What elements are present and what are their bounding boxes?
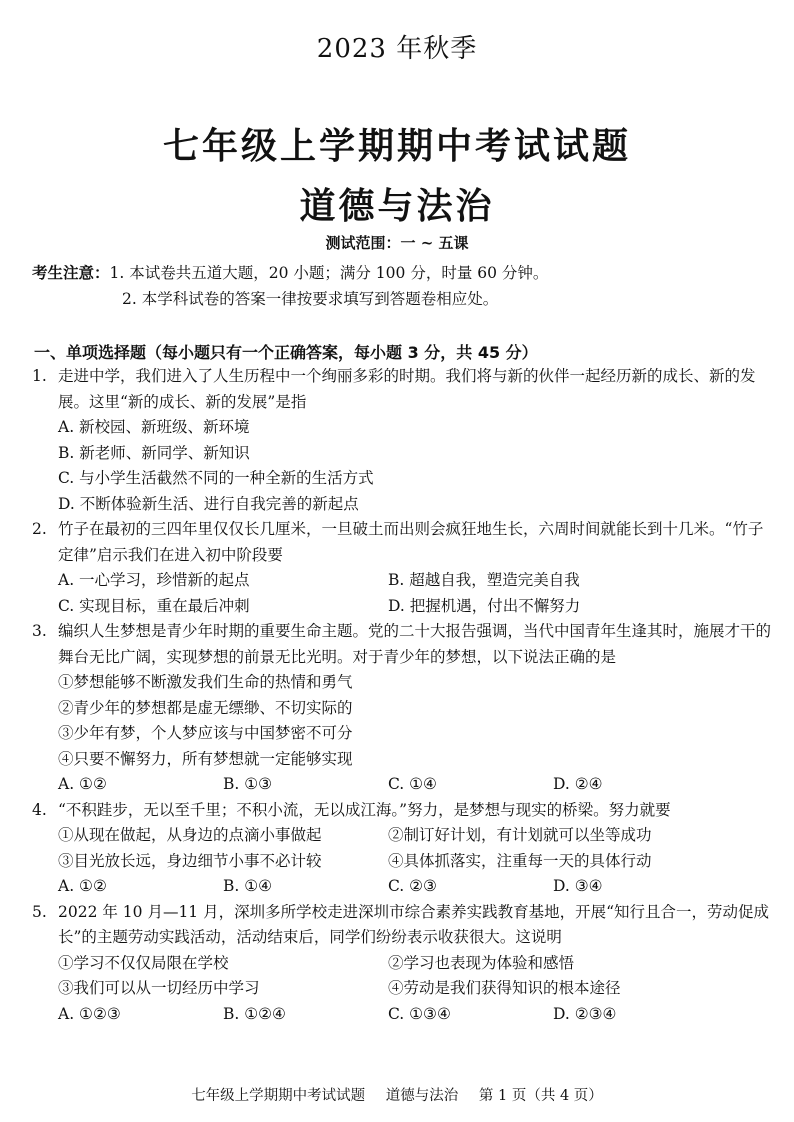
question-list	[32, 364, 772, 1027]
statement-3: ③目光放长远，身边细节小事不必计较	[58, 851, 322, 870]
option-d: D. ②③④	[553, 1004, 617, 1023]
statement-4: ④劳动是我们获得知识的根本途径	[388, 979, 621, 997]
option-d: D. 不断体验新生活、进行自我完善的新起点	[58, 494, 359, 513]
footer-page-number: 第 1 页（共 4 页）	[478, 1088, 603, 1104]
statements-grid	[32, 823, 772, 874]
subject-title: 道德与法治	[299, 185, 495, 227]
candidate-notice	[32, 260, 772, 312]
question-stem: 2022 年 10 月—11 月，深圳多所学校走进深圳市综合素养实践教育基地，开展“知行且合一，劳动促成长”的主题劳动实践活动，活动结束后，同学们纷纷表示收获很大。这说明	[58, 902, 770, 946]
question-stem: 编织人生梦想是青少年时期的重要生命主题。党的二十大报告强调，当代中国青年生逢其时，施展才干的舞台无比广阔，实现梦想的前景无比光明。对于青少年的梦想，以下说法正确的是	[58, 622, 772, 666]
option-c: C. 与小学生活截然不同的一种全新的生活方式	[58, 469, 374, 487]
option-b: B. ①②④	[223, 1004, 286, 1023]
question-1	[32, 364, 772, 517]
option-b: B. 新老师、新同学、新知识	[58, 443, 250, 462]
page-footer	[0, 1084, 794, 1105]
statement-4: ④具体抓落实，注重每一天的具体行动	[388, 851, 652, 870]
option-b: B. ①④	[223, 877, 273, 895]
option-d: D. ②④	[553, 775, 603, 793]
question-stem: 走进中学，我们进入了人生历程中一个绚丽多彩的时期。我们将与新的伙伴一起经历新的成长、新的发展。这里“新的成长、新的发展”是指	[58, 367, 756, 411]
option-c: C. ①④	[388, 775, 437, 793]
year-term: 2023 年秋季	[316, 34, 478, 64]
question-stem: 竹子在最初的三四年里仅仅长几厘米，一旦破土而出则会疯狂地生长，六周时间就能长到十几米。“竹子定律”启示我们在进入初中阶段要	[58, 520, 764, 564]
question-2	[32, 517, 772, 619]
statement-2: ②制订好计划，有计划就可以坐等成功	[388, 826, 652, 844]
question-number: 1.	[32, 367, 47, 385]
options-grid	[32, 874, 772, 900]
statement-1: ①学习不仅仅局限在学校	[58, 953, 229, 972]
statement-3: ③少年有梦，个人梦应该与中国梦密不可分	[58, 724, 353, 742]
option-a: A. 一心学习，珍惜新的起点	[58, 571, 250, 589]
option-a: A. 新校园、新班级、新环境	[58, 418, 250, 436]
statement-1: ①从现在做起，从身边的点滴小事做起	[58, 826, 322, 844]
question-stem: “不积跬步，无以至千里；不积小流，无以成江海。”努力，是梦想与现实的桥梁。努力就要	[58, 800, 671, 819]
footer-exam-title: 七年级上学期期中考试试题	[191, 1088, 366, 1104]
statement-2: ②青少年的梦想都是虚无缥缈、不切实际的	[58, 698, 353, 717]
notice-label: 考生注意：	[32, 264, 110, 282]
footer-subject: 道德与法治	[385, 1088, 459, 1104]
option-b: B. 超越自我，塑造完美自我	[388, 571, 580, 589]
test-scope: 测试范围：一 ~ 五课	[325, 234, 469, 252]
options-grid	[32, 568, 772, 619]
statement-3: ③我们可以从一切经历中学习	[58, 979, 260, 997]
notice-item-2: 2. 本学科试卷的答案一律按要求填写到答题卷相应处。	[122, 290, 499, 308]
option-a: A. ①②③	[58, 1004, 121, 1023]
option-d: D. ③④	[553, 877, 603, 895]
option-c: C. 实现目标，重在最后冲刺	[58, 596, 250, 615]
question-number: 2.	[32, 520, 47, 538]
option-c: C. ②③	[388, 877, 437, 895]
options-grid	[32, 1002, 772, 1028]
option-d: D. 把握机遇，付出不懈努力	[388, 596, 581, 615]
statement-1: ①梦想能够不断激发我们生命的热情和勇气	[58, 673, 353, 691]
option-a: A. ①②	[58, 775, 107, 793]
option-b: B. ①③	[223, 775, 273, 793]
statement-4: ④只要不懈努力，所有梦想就一定能够实现	[58, 749, 353, 768]
option-c: C. ①③④	[388, 1004, 451, 1023]
question-number: 3.	[32, 622, 47, 640]
section-1-title: 一、单项选择题（每小题只有一个正确答案，每小题 3 分，共 45 分）	[34, 343, 538, 362]
options-grid	[32, 772, 772, 798]
option-a: A. ①②	[58, 877, 107, 895]
question-5	[32, 900, 772, 1028]
notice-item-1: 1. 本试卷共五道大题，20 小题；满分 100 分，时量 60 分钟。	[109, 264, 549, 282]
statements-grid	[32, 951, 772, 1002]
question-4	[32, 798, 772, 900]
question-3	[32, 619, 772, 798]
exam-title: 七年级上学期期中考试试题	[162, 125, 631, 167]
question-number: 4.	[32, 800, 47, 819]
question-number: 5.	[32, 902, 47, 921]
statement-2: ②学习也表现为体验和感悟	[388, 953, 575, 972]
